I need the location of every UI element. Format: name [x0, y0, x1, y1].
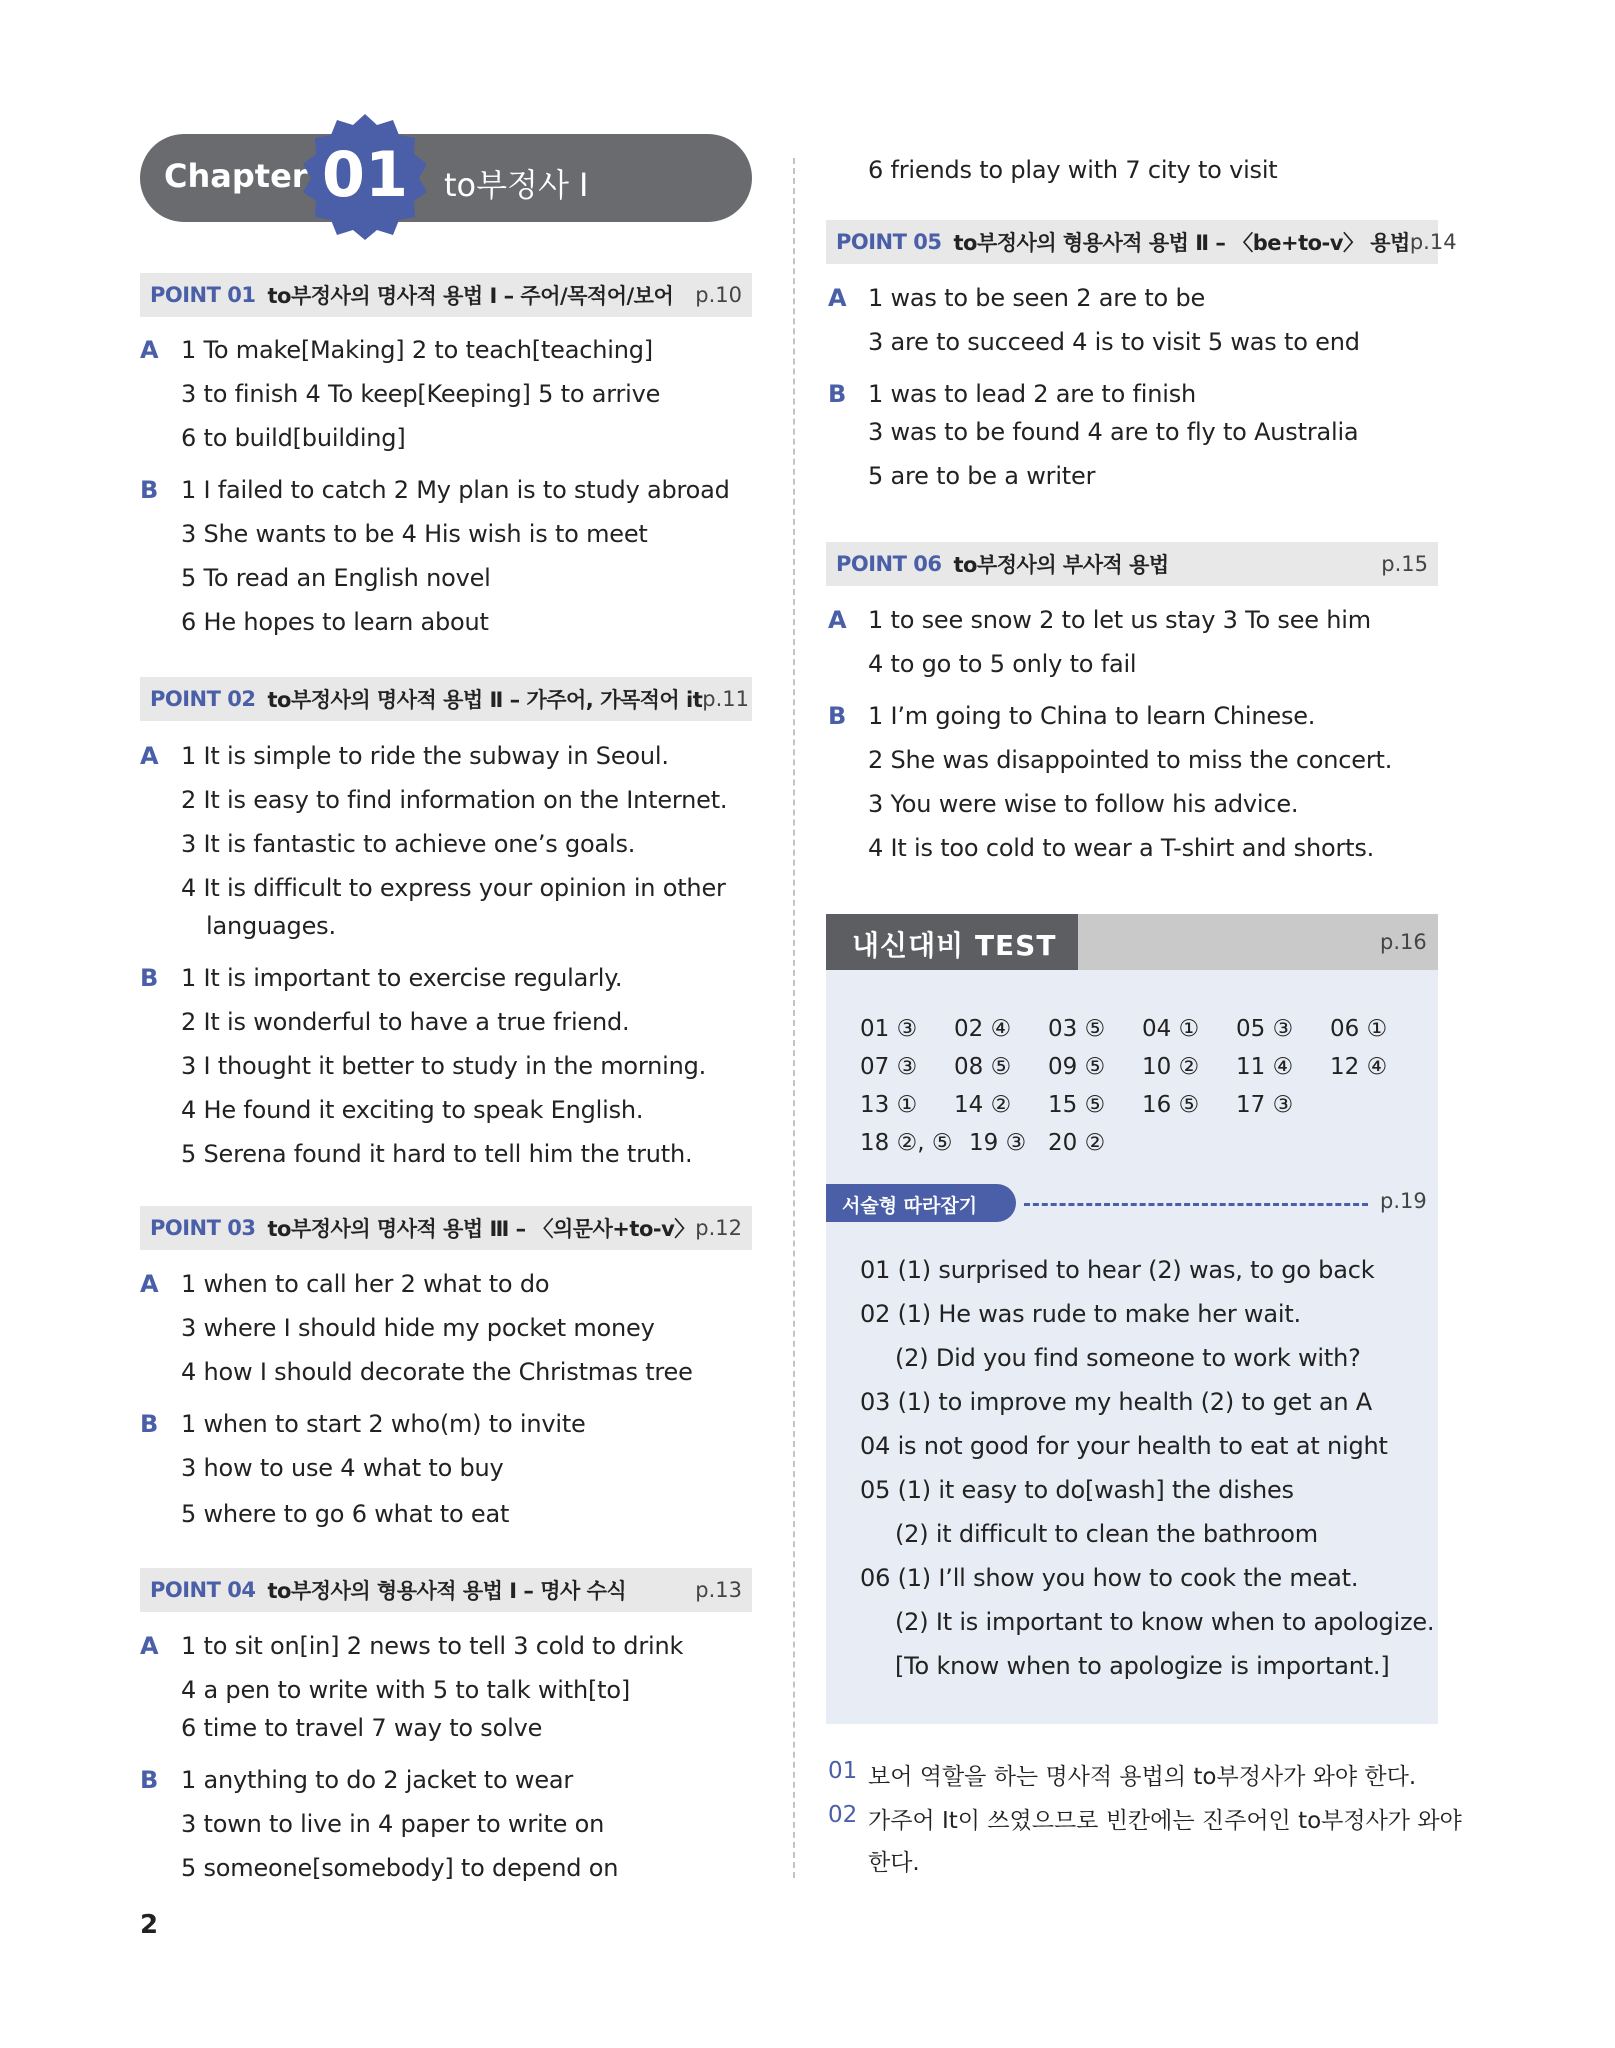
mc-answer: 10 ②: [1142, 1054, 1200, 1080]
section-a: A: [140, 1632, 159, 1660]
answer-line: 1 to see snow 2 to let us stay 3 To see him: [868, 606, 1371, 634]
subjective-line: 06 (1) I’ll show you how to cook the meat.: [860, 1564, 1359, 1592]
point-page: p.11: [702, 687, 749, 711]
mc-answer: 01 ③: [860, 1016, 918, 1042]
subjective-line: 04 is not good for your health to eat at night: [860, 1432, 1388, 1460]
mc-answer: 05 ③: [1236, 1016, 1294, 1042]
answer-line: 1 It is simple to ride the subway in Seoul.: [181, 742, 669, 770]
section-b: B: [140, 964, 159, 992]
mc-answer: 03 ⑤: [1048, 1016, 1106, 1042]
point-label: POINT 01: [150, 283, 256, 307]
answer-line: 1 I failed to catch 2 My plan is to study abroad: [181, 476, 730, 504]
answer-line: 6 friends to play with 7 city to visit: [868, 156, 1278, 184]
answer-line: 3 I thought it better to study in the morning.: [181, 1052, 707, 1080]
point-label: POINT 03: [150, 1216, 256, 1240]
point04-header: [140, 1568, 752, 1612]
answer-line: 1 to sit on[in] 2 news to tell 3 cold to drink: [181, 1632, 684, 1660]
explanation-text: 보어 역할을 하는 명사적 용법의 to부정사가 와야 한다.: [868, 1764, 1417, 1790]
section-a: A: [140, 742, 159, 770]
answer-line: 1 It is important to exercise regularly.: [181, 964, 623, 992]
subjective-line: 05 (1) it easy to do[wash] the dishes: [860, 1476, 1294, 1504]
subjective-line: (2) It is important to know when to apologize.: [895, 1608, 1435, 1636]
subjective-dash-line: [1024, 1203, 1368, 1206]
mc-answer: 07 ③: [860, 1054, 918, 1080]
answer-line: 5 are to be a writer: [868, 462, 1096, 490]
subjective-line: [To know when to apologize is important.]: [895, 1652, 1390, 1680]
point-label: POINT 06: [836, 552, 942, 576]
answer-line: 2 She was disappointed to miss the concert.: [868, 746, 1393, 774]
point-page: p.14: [1409, 230, 1457, 254]
point-title: to부정사의 형용사적 용법 Ⅱ – 〈be+to-v〉 용법: [953, 231, 1410, 255]
page-number: 2: [140, 1910, 159, 1940]
mc-answer: 09 ⑤: [1048, 1054, 1106, 1080]
point02-header: [140, 677, 752, 721]
subjective-line: 03 (1) to improve my health (2) to get an A: [860, 1388, 1372, 1416]
answer-line: 5 where to go 6 what to eat: [181, 1500, 510, 1528]
answer-line: 5 To read an English novel: [181, 564, 491, 592]
subjective-line: (2) it difficult to clean the bathroom: [895, 1520, 1318, 1548]
mc-answer: 20 ②: [1048, 1130, 1106, 1156]
point-page: p.10: [695, 283, 742, 307]
mc-answer: 08 ⑤: [954, 1054, 1012, 1080]
point-page: p.12: [695, 1216, 742, 1240]
subjective-line: (2) Did you find someone to work with?: [895, 1344, 1361, 1372]
mc-answer: 11 ④: [1236, 1054, 1294, 1080]
point-title: to부정사의 부사적 용법: [953, 553, 1169, 577]
section-b: B: [828, 702, 847, 730]
answer-line: 4 how I should decorate the Christmas tree: [181, 1358, 693, 1386]
answer-line: 3 town to live in 4 paper to write on: [181, 1810, 605, 1838]
mc-answer: 15 ⑤: [1048, 1092, 1106, 1118]
answer-line: 1 was to lead 2 are to finish: [868, 380, 1197, 408]
point-label: POINT 02: [150, 687, 256, 711]
point05-header: [826, 220, 1457, 264]
answer-line: 3 are to succeed 4 is to visit 5 was to end: [868, 328, 1360, 356]
answer-line: 6 He hopes to learn about: [181, 608, 489, 636]
mc-answer: 19 ③: [969, 1130, 1027, 1156]
answer-line: 4 It is too cold to wear a T-shirt and shorts.: [868, 834, 1375, 862]
point-title: to부정사의 명사적 용법 Ⅰ – 주어/목적어/보어: [267, 284, 674, 308]
mc-answer: 18 ②, ⑤: [860, 1130, 953, 1156]
point-label: POINT 04: [150, 1578, 256, 1602]
point-title: to부정사의 명사적 용법 Ⅱ – 가주어, 가목적어 it: [267, 688, 703, 712]
answer-line: 1 To make[Making] 2 to teach[teaching]: [181, 336, 653, 364]
answer-line: 3 was to be found 4 are to fly to Australia: [868, 418, 1359, 446]
mc-answer: 06 ①: [1330, 1016, 1388, 1042]
answer-line: 3 to finish 4 To keep[Keeping] 5 to arrive: [181, 380, 661, 408]
answer-line: 2 It is wonderful to have a true friend.: [181, 1008, 630, 1036]
mc-answer: 13 ①: [860, 1092, 918, 1118]
section-b: B: [140, 1410, 159, 1438]
answer-line: 3 You were wise to follow his advice.: [868, 790, 1299, 818]
explanation-number: 02: [828, 1802, 858, 1828]
answer-line: 3 She wants to be 4 His wish is to meet: [181, 520, 648, 548]
answer-line: 1 when to start 2 who(m) to invite: [181, 1410, 586, 1438]
test-page: p.16: [1380, 930, 1427, 954]
subjective-line: 01 (1) surprised to hear (2) was, to go back: [860, 1256, 1375, 1284]
section-a: A: [828, 284, 847, 312]
point-page: p.15: [1381, 552, 1428, 576]
subjective-line: 02 (1) He was rude to make her wait.: [860, 1300, 1301, 1328]
test-title: 내신대비 TEST: [852, 929, 1057, 962]
answer-line: 6 time to travel 7 way to solve: [181, 1714, 543, 1742]
answer-line: 1 was to be seen 2 are to be: [868, 284, 1206, 312]
chapter-title: to부정사 Ⅰ: [444, 166, 589, 204]
answer-line: 5 someone[somebody] to depend on: [181, 1854, 619, 1882]
subjective-page: p.19: [1380, 1189, 1427, 1213]
section-b: B: [140, 476, 159, 504]
subjective-title: 서술형 따라잡기: [842, 1195, 978, 1217]
point01-header: [140, 273, 752, 317]
answer-line: 3 where I should hide my pocket money: [181, 1314, 655, 1342]
answer-line: 2 It is easy to find information on the Internet.: [181, 786, 728, 814]
mc-answer: 04 ①: [1142, 1016, 1200, 1042]
explanation-number: 01: [828, 1758, 858, 1784]
section-b: B: [828, 380, 847, 408]
section-a: A: [140, 1270, 159, 1298]
answer-line: 4 He found it exciting to speak English.: [181, 1096, 644, 1124]
explanation-text: 가주어 It이 쓰였으므로 빈칸에는 진주어인 to부정사가 와야: [868, 1808, 1462, 1834]
answer-line: 3 how to use 4 what to buy: [181, 1454, 504, 1482]
point-label: POINT 05: [836, 230, 942, 254]
section-a: A: [828, 606, 847, 634]
answer-line: languages.: [206, 912, 336, 940]
mc-answer: 14 ②: [954, 1092, 1012, 1118]
answer-line: 4 a pen to write with 5 to talk with[to]: [181, 1676, 630, 1704]
answer-line: 6 to build[building]: [181, 424, 406, 452]
chapter-word: Chapter: [164, 157, 308, 195]
answer-line: 1 I’m going to China to learn Chinese.: [868, 702, 1316, 730]
mc-answer: 12 ④: [1330, 1054, 1388, 1080]
mc-answer: 16 ⑤: [1142, 1092, 1200, 1118]
answer-line: 1 anything to do 2 jacket to wear: [181, 1766, 574, 1794]
section-b: B: [140, 1766, 159, 1794]
answer-line: 3 It is fantastic to achieve one’s goals.: [181, 830, 636, 858]
answer-line: 4 It is difficult to express your opinion in other: [181, 874, 726, 902]
point03-header: [140, 1206, 752, 1250]
answer-line: 5 Serena found it hard to tell him the truth.: [181, 1140, 693, 1168]
mc-answer: 02 ④: [954, 1016, 1012, 1042]
point-title: to부정사의 명사적 용법 Ⅲ – 〈의문사+to-v〉: [267, 1217, 695, 1241]
explanation-text: 한다.: [868, 1850, 920, 1876]
section-a: A: [140, 336, 159, 364]
answer-line: 4 to go to 5 only to fail: [868, 650, 1137, 678]
point-page: p.13: [695, 1578, 742, 1602]
chapter-number: 01: [321, 138, 409, 211]
answer-line: 1 when to call her 2 what to do: [181, 1270, 550, 1298]
mc-answer: 17 ③: [1236, 1092, 1294, 1118]
point06-header: [826, 542, 1438, 586]
column-divider: [793, 158, 795, 1878]
point-title: to부정사의 형용사적 용법 Ⅰ – 명사 수식: [267, 1579, 627, 1603]
